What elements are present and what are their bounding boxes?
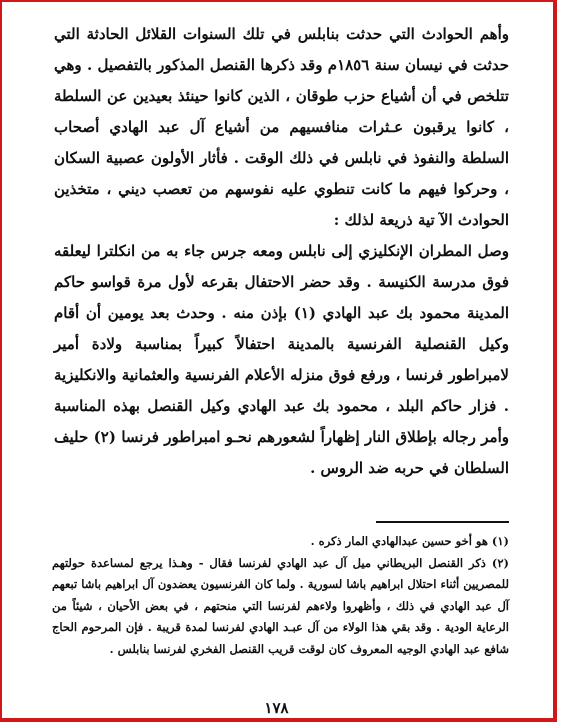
footnote-2: (٢) ذكر القنصل البريطاني ميل آل عبد الهادي لفرنسا فقال - وهـذا يرجع لمساعدة حولتهم للمصريين أثناء احتلال ابراهيم باشا لسورية . ولما كان الفرنسيون يعضدون آل ابراهيم باشا تبعهم آل عبد الهادي في ذلك ، وأظهروا ولاءهم لفرنسا التي منحتهم ، في بعض الأحيان ، شيئاً من الرعاية الودية . وقد بقي هذا الولاء من آل عبـد الهادي لفرنسا لمدة قريبة . فإن المرحوم الحاج شافع عبد الهادي الوجيه المعروف كان لوقت قريب القنصل الفخري لفرنسا بنابلس . <box>52 555 509 656</box>
footnotes-section <box>52 531 509 660</box>
body-paragraph-2: وصل المطران الإنكليزي إلى نابلس ومعه جرس جاء به من انكلترا ليعلقه فوق مدرسة الكنيسة . وقد حضر الاحتفال بقرعه لأول مرة قواسو حاكم المدينة محمود بك عبد الهادي (١) بإذن منه . وحدث بعد يومين أن أقام وكيل القنصلية الفرنسية بالمدينة احتفالاً كبيراً بمناسبة ولادة أمير لامبراطور فرنسا ، ورفع فوق منزله الأعلام الفرنسية والعثمانية والانكليزية . فزار حاكم البلد ، محمود بك عبد الهادي وكيل القنصل بهذه المناسبة وأمر رجاله بإطلاق النار إظهاراً لشعورهم نحـو امبراطور فرنسا (٢) حليف السلطان في حربه ضد الروس . <box>54 242 509 477</box>
footnote-separator <box>376 521 509 523</box>
footnote-1: (١) هو أخو حسين عبدالهادي المار ذكره . <box>310 534 509 548</box>
page-number: ١٧٨ <box>264 699 289 714</box>
book-page <box>4 4 549 714</box>
body-paragraph-1: وأهم الحوادث التي حدثت بنابلس في تلك السنوات القلائل الحادثة التي حدثت في نيسان سنة ١٨٥٦م وقد ذكرها القنصل المذكور بالتفصيل . وهي تتلخص في أن أشياع حزب طوقان ، الذين كانوا حينئذ بعيدين عن السلطة ، كانوا يرقبون عـثرات منافسيهم من أشياع آل عبد الهادي أصحاب السلطة والنفوذ في نابلس في ذلك الوقت . فأثار الأولون عصبية السكان ، وحركوا فيهم ما كانت تنطوي عليه نفوسهم من تعصب ديني ، متخذين الحوادث الآ تية ذريعة لذلك : <box>54 25 510 229</box>
